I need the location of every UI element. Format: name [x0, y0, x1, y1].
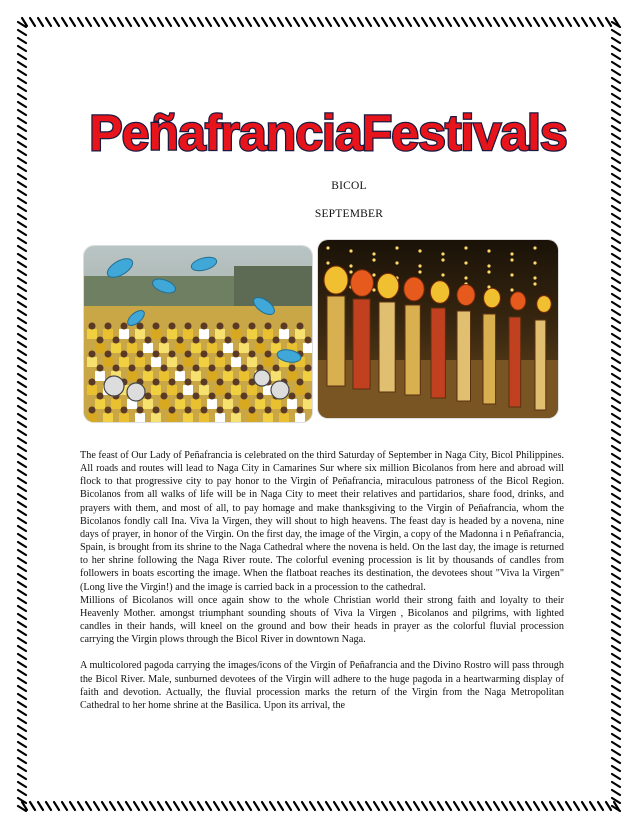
- paragraph-2: Millions of Bicolanos will once again show to the whole Christian world their strong faith and loyalty to their Heavenly Mother. amongst triumphant sounding shouts of Viva la Virgen , Bicolanos and pilgrims, with lighted candles in their hands, will kneel on the ground and bow their heads in prayer as the colorful fluvial procession carrying the Virgin plows through the Bicol River in downtown Naga.: [80, 594, 564, 646]
- festival-title-text: PeñafranciaFestivals: [89, 105, 567, 161]
- month-label: SEPTEMBER: [314, 208, 384, 220]
- street-dancing-photo: [318, 240, 558, 418]
- article-body: [80, 449, 564, 712]
- fluvial-procession-photo: [84, 246, 312, 422]
- festival-title: [89, 98, 567, 170]
- paragraph-3: A multicolored pagoda carrying the images/icons of the Virgin of Peñafrancia and the Divino Rostro will pass through the Bicol River. Male, sunburned devotees of the Virgin will adhere to the huge pagoda in a heartwarming display of faith and devotion. Actually, the fluvial procession marks the return of the Virgin from the Naga Metropolitan Cathedral to her home shrine at the Basilica. Upon its arrival, the: [80, 660, 564, 711]
- region-label: BICOL: [331, 180, 367, 192]
- paragraph-1: The feast of Our Lady of Peñafrancia is celebrated on the third Saturday of September in Naga City, Bicol Philippines. All roads and routes will lead to Naga City in Camarines Sur where six million Bicolanos from here and abroad will flock to that progressive city to pay honor to the Virgin of Peñafrancia, miraculous patroness of the Bicol Region. Bicolanos from all walks of life will be in Naga City to meet their relatives and partidarios, share food, drinks, and prayers with them, and most of all, to pay homage and make thanksgiving to the Virgin of Peñafrancia, whom the Bicolanos fondly call Ina. Viva la Virgen, they will shout to high heavens. The feast day is headed by a novena, nine days of prayer, in honor of the Virgin. On the first day, the image of the Virgin, a copy of the Madonna i n Peñafrancia, Spain, is brought from its shrine to the Naga Cathedral where the novena is held. On the last day, the image is returned to her shrine following the Naga River route. The colorful evening procession is lit by thousands of candles from followers in boats escorting the image. When the flatboat reaches its destination, the devotees shout "Viva la Virgen" (Long live the Virgin!) and the image is carried back in a procession to the cathedral.: [80, 450, 564, 593]
